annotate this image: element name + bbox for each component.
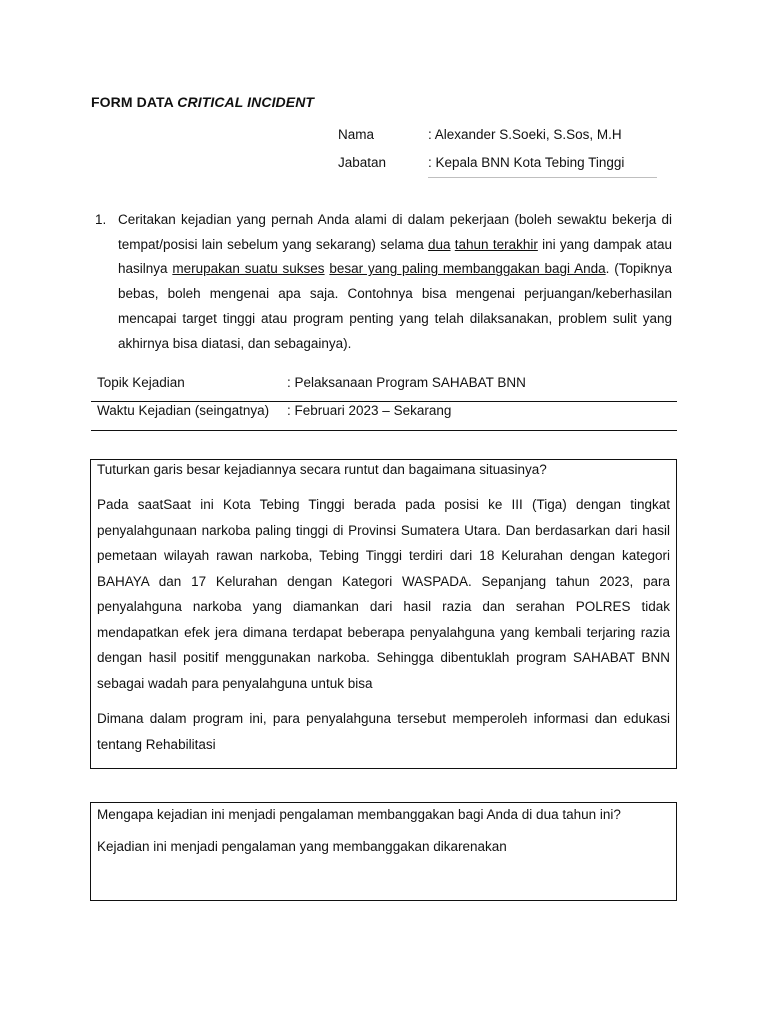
reason-answer: Kejadian ini menjadi pengalaman yang membanggakan dikarenakan [97, 838, 507, 854]
q1-seg1: Ceritakan kejadian yang pernah Anda alami di dalam pekerjaan (boleh sewaktu bekerja di tempat/posisi lain sebelum yang sekarang) selama [118, 212, 672, 252]
reason-question: Mengapa kejadian ini menjadi pengalaman membanggakan bagi Anda di dua tahun ini? [97, 807, 621, 822]
topik-value: : Pelaksanaan Program SAHABAT BNN [287, 375, 526, 390]
situation-box [90, 459, 677, 769]
situation-question: Tuturkan garis besar kejadiannya secara runtut dan bagaimana situasinya? [97, 462, 547, 477]
form-title-prefix: FORM DATA [91, 94, 174, 110]
table-rule-1 [91, 401, 677, 402]
q1-seg5: . (Topiknya bebas, boleh mengenai apa saja. Contohnya bisa mengenai perjuangan/keberhasilan mencapai target tinggi atau program penting yang telah dilaksanakan, problem sulit yang akhirnya bisa diatasi, dan sebagainya). [118, 261, 672, 351]
question-1 [95, 208, 672, 356]
situation-paragraph-2: Dimana dalam program ini, para penyalahguna tersebut memperoleh informasi dan edukasi tentang Rehabilitasi [97, 711, 670, 752]
q1-underline-dua: dua [427, 236, 451, 252]
jabatan-value: : Kepala BNN Kota Tebing Tinggi [428, 155, 625, 170]
q1-underline-tahun-terakhir: tahun terakhir [454, 236, 538, 252]
q1-seg3: ini yang dampak atau hasilnya [118, 236, 672, 277]
q1-underline-sukses: merupakan suatu sukses [172, 261, 325, 277]
question-number: 1. [95, 212, 107, 227]
table-rule-2 [91, 430, 677, 431]
nama-label: Nama [338, 127, 375, 142]
jabatan-label: Jabatan [338, 155, 387, 170]
nama-value: : Alexander S.Soeki, S.Sos, M.H [428, 127, 622, 142]
topik-label: Topik Kejadian [97, 375, 185, 390]
form-title [91, 94, 314, 110]
question-1-text [118, 208, 672, 356]
header-divider [428, 177, 657, 178]
waktu-value: : Februari 2023 – Sekarang [287, 403, 452, 418]
reason-box [90, 802, 677, 901]
q1-underline-membanggakan: besar yang paling membanggakan bagi Anda [329, 261, 606, 277]
form-title-italic: CRITICAL INCIDENT [177, 94, 315, 110]
waktu-label: Waktu Kejadian (seingatnya) [97, 403, 270, 418]
situation-paragraph-1: Pada saatSaat ini Kota Tebing Tinggi berada pada posisi ke III (Tiga) dengan tingkat penyalahgunaan narkoba paling tinggi di Provinsi Sumatera Utara. Dan berdasarkan dari hasil pemetaan wilayah rawan narkoba, Tebing Tinggi terdiri dari 18 Kelurahan dengan kategori BAHAYA dan 17 Kelurahan dengan Kategori WASPADA. Sepanjang tahun 2023, para penyalahguna narkoba yang diamankan dari hasil razia dan serahan POLRES tidak mendapatkan efek jera dimana terdapat beberapa penyalahguna yang kembali terjaring razia dengan hasil positif menggunakan narkoba. Sehingga dibentuklah program SAHABAT BNN sebagai wadah para penyalahguna untuk bisa [97, 497, 670, 691]
